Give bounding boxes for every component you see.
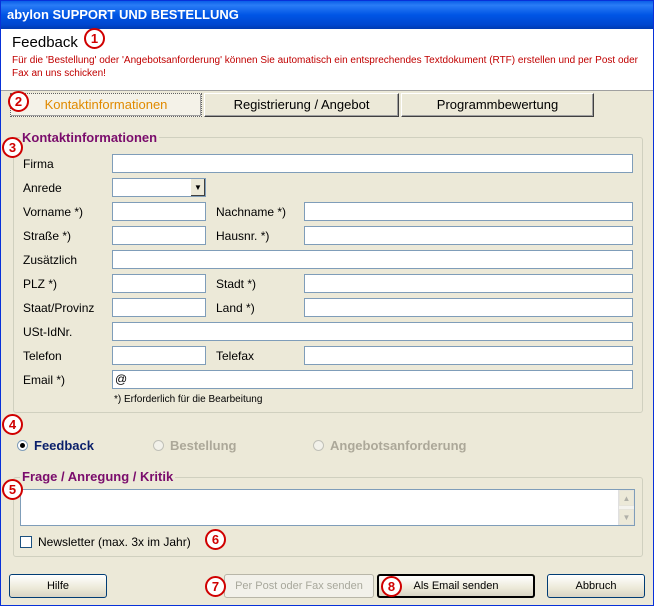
feedback-scrollbar[interactable]: [618, 490, 634, 525]
label-firma: Firma: [23, 157, 54, 171]
scroll-up-icon[interactable]: ▲: [619, 490, 634, 506]
radio-angebotsanforderung[interactable]: [313, 440, 324, 451]
newsletter-label[interactable]: Newsletter (max. 3x im Jahr): [38, 535, 191, 549]
label-email: Email *): [23, 373, 66, 387]
telefax-field[interactable]: [304, 346, 633, 365]
label-zusaetzlich: Zusätzlich: [23, 253, 78, 267]
radio-feedback[interactable]: [17, 440, 28, 451]
label-staat: Staat/Provinz: [23, 301, 95, 315]
label-stadt: Stadt *): [216, 277, 257, 291]
label-ustid: USt-IdNr.: [23, 325, 73, 339]
marker-badge-6: 6: [205, 529, 226, 550]
cancel-button[interactable]: Abbruch: [547, 574, 645, 598]
window-title: abylon SUPPORT UND BESTELLUNG: [7, 7, 239, 22]
land-field[interactable]: [304, 298, 633, 317]
label-plz: PLZ *): [23, 277, 58, 291]
label-land: Land *): [216, 301, 255, 315]
info-text: Für die 'Bestellung' oder 'Angebotsanforderung' können Sie automatisch ein entsprechendes Textdokument (RTF) erstellen und per Post oder Fax an uns schicken!: [12, 55, 638, 79]
radio-angebotsanforderung-label[interactable]: Angebotsanforderung: [330, 438, 467, 453]
tab-registrierung-angebot[interactable]: Registrierung / Angebot: [204, 93, 399, 117]
tab-kontaktinformationen[interactable]: Kontaktinformationen: [10, 93, 202, 117]
label-telefon: Telefon: [23, 349, 62, 363]
email-send-button[interactable]: Als Email senden: [377, 574, 535, 598]
hausnr-field[interactable]: [304, 226, 633, 245]
tab-programmbewertung[interactable]: Programmbewertung: [401, 93, 594, 117]
label-vorname: Vorname *): [23, 205, 84, 219]
marker-badge-7: 7: [205, 576, 226, 597]
page-title: Feedback: [12, 34, 78, 51]
feedback-textarea[interactable]: [20, 489, 635, 526]
feedback-group-title: Frage / Anregung / Kritik: [22, 469, 174, 484]
telefon-field[interactable]: [112, 346, 206, 365]
required-note: *) Erforderlich für die Bearbeitung: [114, 394, 263, 405]
radio-bestellung[interactable]: [153, 440, 164, 451]
plz-field[interactable]: [112, 274, 206, 293]
marker-badge-8: 8: [381, 576, 402, 597]
newsletter-checkbox[interactable]: [20, 536, 32, 548]
vorname-field[interactable]: [112, 202, 206, 221]
scroll-down-icon[interactable]: ▼: [619, 509, 634, 525]
post-fax-button[interactable]: Per Post oder Fax senden: [224, 574, 374, 598]
marker-badge-5: 5: [2, 479, 23, 500]
firma-field[interactable]: [112, 154, 633, 173]
label-nachname: Nachname *): [216, 205, 287, 219]
radio-bestellung-label[interactable]: Bestellung: [170, 438, 237, 453]
stadt-field[interactable]: [304, 274, 633, 293]
label-telefax: Telefax: [216, 349, 255, 363]
email-field[interactable]: @: [112, 370, 633, 389]
strasse-field[interactable]: [112, 226, 206, 245]
marker-badge-3: 3: [2, 137, 23, 158]
zusaetzlich-field[interactable]: [112, 250, 633, 269]
contact-group-title: Kontaktinformationen: [22, 130, 158, 145]
radio-feedback-label[interactable]: Feedback: [34, 438, 94, 453]
help-button[interactable]: Hilfe: [9, 574, 107, 598]
chevron-down-icon[interactable]: ▼: [190, 179, 205, 196]
marker-badge-1: 1: [84, 28, 105, 49]
label-strasse: Straße *): [23, 229, 72, 243]
marker-badge-4: 4: [2, 414, 23, 435]
title-bar: [1, 1, 653, 29]
ustid-field[interactable]: [112, 322, 633, 341]
nachname-field[interactable]: [304, 202, 633, 221]
marker-badge-2: 2: [8, 91, 29, 112]
label-anrede: Anrede: [23, 181, 62, 195]
staat-field[interactable]: [112, 298, 206, 317]
anrede-select[interactable]: [112, 178, 206, 197]
label-hausnr: Hausnr. *): [216, 229, 270, 243]
